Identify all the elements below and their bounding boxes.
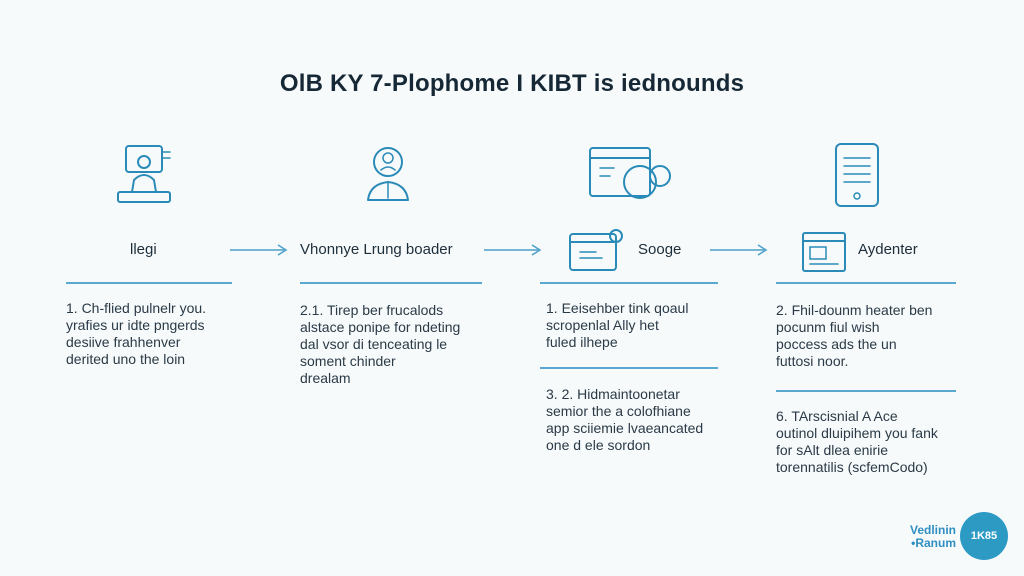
arrow-right-icon	[484, 244, 542, 256]
step-label-4: Aydenter	[858, 241, 918, 258]
step-label-3: Sooge	[638, 241, 682, 258]
step-description-3a: 1. Eeisehber tink qoaul scropenlal Ally het fuled ilhepe	[546, 300, 689, 350]
step-description-4a: 2. Fhil-dounm heater ben pocunm fiul wish poccess ads the un futtosi noor.	[776, 302, 933, 369]
person-search-icon	[356, 140, 420, 210]
step-description-2: 2.1. Tirep ber frucalods alstace ponipe for ndeting dal vsor di tenceating le soment chinder drealam	[300, 302, 461, 386]
tablet-document-icon	[830, 140, 884, 210]
divider	[776, 282, 956, 284]
divider	[540, 282, 718, 284]
arrow-right-icon	[710, 244, 768, 256]
brand-text	[910, 524, 956, 550]
browser-window-icon	[566, 226, 628, 274]
page-title: OlB KY 7-Plophome I KIBT is iednounds	[279, 70, 745, 97]
person-desk-icon	[112, 140, 176, 210]
brand-badge: 1K85	[960, 512, 1008, 560]
step-label-2: Vhonnye Lrung boader	[300, 241, 453, 258]
divider	[776, 390, 956, 392]
step-label-1: llegi	[130, 241, 157, 258]
divider	[300, 282, 482, 284]
arrow-right-icon	[230, 244, 288, 256]
step-description-3b: 3. 2. Hidmaintoonetar semior the a colofhiane app sciiemie lvaeancated one d ele sordon	[546, 386, 704, 453]
step-description-1: 1. Ch-flied pulnelr you. yrafies ur idte pngerds desiive frahhenver derited uno the loin	[66, 300, 207, 367]
window-panel-icon	[800, 230, 848, 274]
brand-line-2: •Ranum	[911, 536, 956, 550]
divider	[540, 367, 718, 369]
step-description-4b: 6. TArscisnial A Ace outinol dluipihem you fank for sAlt dlea enirie torennatilis (scfemCodo)	[776, 408, 938, 475]
divider	[66, 282, 232, 284]
browser-gears-icon	[586, 140, 674, 210]
brand-line-1: Vedlinin	[909, 523, 956, 537]
